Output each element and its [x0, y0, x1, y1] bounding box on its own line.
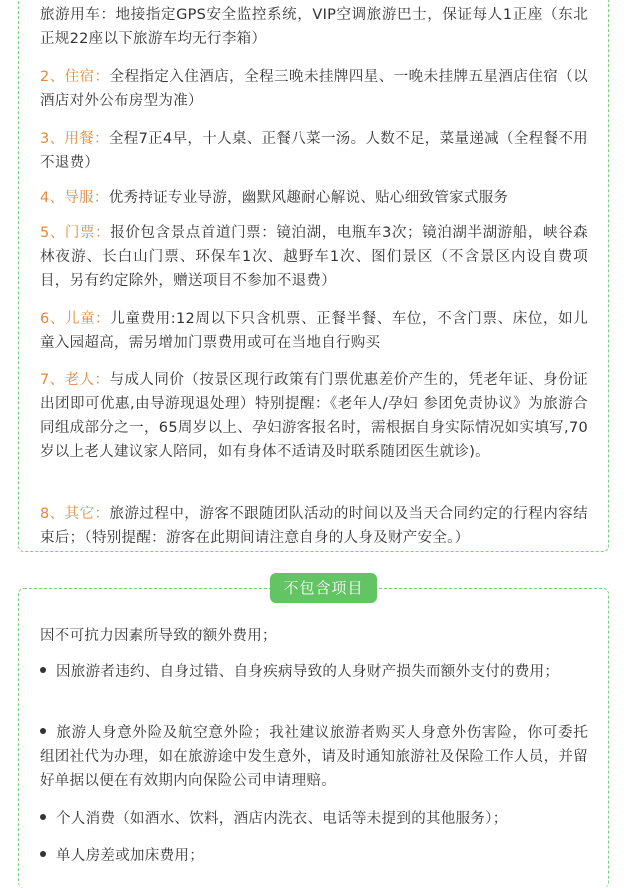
transport-paragraph: 旅游用车：地接指定GPS安全监控系统，VIP空调旅游巴士，保证每人1正座（东北正规22座以下旅游车均无行李箱）: [40, 7, 588, 47]
tickets-paragraph: 5、门票：报价包含景点首道门票：镜泊湖，电瓶车3次；镜泊湖半湖游船，峡谷森林夜游、长白山门票、环保车1次、越野车1次、图们景区（不含景区内设自费项目，另有约定除外，赠送项目不参加不退费）: [40, 225, 588, 289]
excluded-item: 因旅游者违约、自身过错、自身疾病导致的人身财产损失而额外支付的费用；: [40, 660, 588, 684]
excluded-item: 个人消费（如酒水、饮料，酒店内洗衣、电话等未提到的其他服务）；: [40, 807, 588, 831]
excluded-item: 单人房差或加床费用；: [40, 844, 588, 868]
bullet-icon: [40, 814, 46, 820]
item-number: 6、儿童：: [40, 311, 111, 327]
item-number: 5、门票：: [40, 225, 111, 241]
bullet-icon: [40, 728, 46, 734]
children-paragraph: 6、儿童：儿童费用:12周以下只含机票、正餐半餐、车位，不含门票、床位，如儿童入园超高，需另增加门票费用或可在当地自行购买: [40, 311, 589, 351]
accommodation-paragraph: 2、住宿：全程指定入住酒店，全程三晚未挂牌四星、一晚未挂牌五星酒店住宿（以酒店对外公布房型为准）: [40, 69, 588, 109]
bullet-icon: [40, 851, 46, 857]
excluded-intro: 因不可抗力因素所导致的额外费用；: [40, 628, 277, 644]
item-number: 8、其它：: [40, 506, 110, 522]
other-paragraph: 8、其它：旅游过程中，游客不跟随团队活动的时间以及当天合同约定的行程内容结束后；（特别提醒：游客在此期间请注意自身的人身及财产安全。）: [40, 506, 588, 546]
item-number: 4、导服：: [40, 190, 109, 206]
excluded-section-title: 不包含项目: [270, 573, 377, 603]
meals-paragraph: 3、用餐：全程7正4早，十人桌、正餐八菜一汤。人数不足，菜量递减（全程餐不用不退费）: [40, 131, 588, 171]
elderly-paragraph: 7、老人：与成人同价（按景区现行政策有门票优惠差价产生的，凭老年证、身份证出团即可优惠,由导游现退处理）特别提醒：《老年人/孕妇 参团免责协议》为旅游合同组成部分之一，65周岁以上、孕妇游客报名时，需根据自身实际情况如实填写,70岁以上老人建议家人陪同，如有身体不适请及时联系随团医生就诊)。: [40, 372, 588, 460]
guide-paragraph: 4、导服：优秀持证专业导游，幽默风趣耐心解说、贴心细致管家式服务: [40, 190, 509, 206]
item-number: 3、用餐：: [40, 131, 109, 147]
item-number: 2、住宿：: [40, 69, 110, 85]
excluded-item: 旅游人身意外险及航空意外险；我社建议旅游者购买人身意外伤害险，你可委托组团社代为办理，如在旅游途中发生意外，请及时通知旅游社及保险工作人员，并留好单据以便在有效期内向保险公司申请理赔。: [40, 725, 588, 789]
item-number: 7、老人：: [40, 372, 110, 388]
bullet-icon: [40, 667, 46, 673]
